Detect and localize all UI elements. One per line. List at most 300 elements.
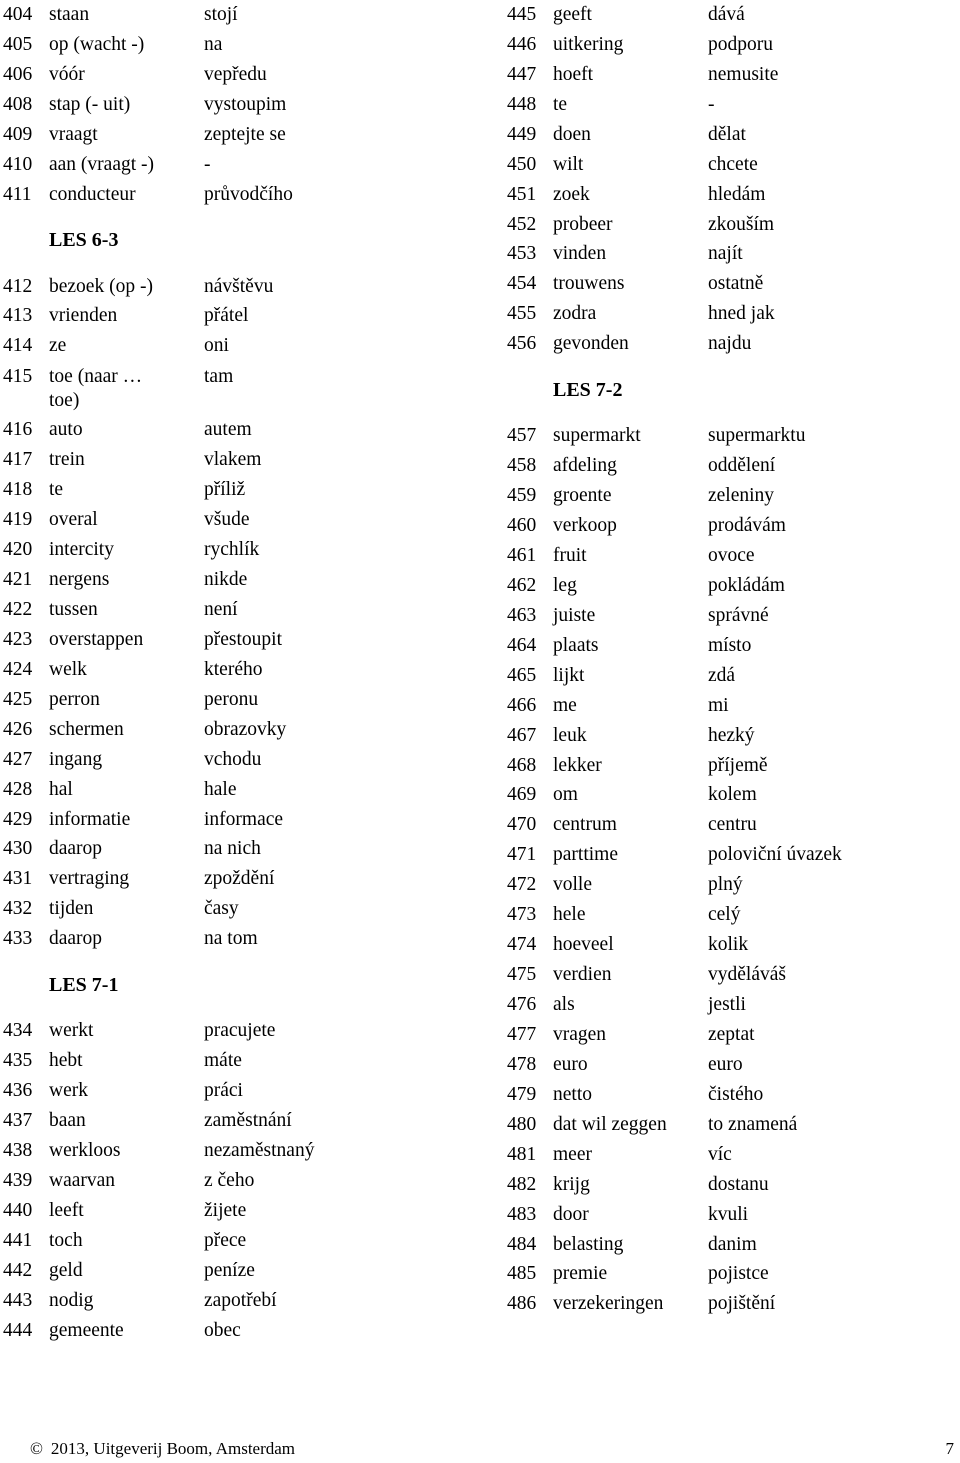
dutch-word: tussen xyxy=(49,598,98,620)
dutch-word: doen xyxy=(553,123,591,145)
entry-number: 425 xyxy=(3,688,33,710)
dutch-word: vragen xyxy=(553,1023,607,1045)
czech-translation: časy xyxy=(204,898,239,920)
dutch-word: lekker xyxy=(553,754,602,776)
vocab-row xyxy=(3,150,483,180)
entry-number: 426 xyxy=(3,718,33,740)
dutch-word: intercity xyxy=(49,539,114,561)
czech-translation: nemusite xyxy=(708,63,779,85)
right-column xyxy=(507,0,960,1319)
entry-number: 432 xyxy=(3,898,33,920)
dutch-word: fruit xyxy=(553,544,587,566)
vocab-row xyxy=(507,60,960,90)
dutch-word: ze xyxy=(49,335,67,357)
vocab-row xyxy=(507,511,960,541)
dutch-word: netto xyxy=(553,1083,592,1105)
vocab-row xyxy=(3,565,483,595)
czech-translation: přestoupit xyxy=(204,628,282,650)
czech-translation: hale xyxy=(204,778,237,800)
dutch-word: door xyxy=(553,1203,589,1225)
entry-number: 446 xyxy=(507,33,537,55)
vocab-row xyxy=(507,900,960,930)
dutch-word: supermarkt xyxy=(553,425,641,447)
czech-translation: vchodu xyxy=(204,748,262,770)
entry-number: 481 xyxy=(507,1143,537,1165)
czech-translation: centru xyxy=(708,814,757,836)
vocab-row xyxy=(3,1136,483,1166)
entry-number: 452 xyxy=(507,213,537,235)
dutch-word: waarvan xyxy=(49,1169,116,1191)
entry-number: 465 xyxy=(507,664,537,686)
czech-translation: průvodčího xyxy=(204,183,293,205)
dutch-word: uitkering xyxy=(553,33,624,55)
dutch-word: parttime xyxy=(553,844,618,866)
czech-translation: informace xyxy=(204,808,284,830)
dutch-word: op (wacht -) xyxy=(49,33,145,55)
czech-translation: víc xyxy=(708,1143,732,1165)
vocab-row xyxy=(3,415,483,445)
vocab-row xyxy=(3,1106,483,1136)
entry-number: 442 xyxy=(3,1259,33,1281)
vocab-row xyxy=(3,655,483,685)
czech-translation: dává xyxy=(708,3,745,25)
czech-translation: na xyxy=(204,33,223,55)
vocab-row xyxy=(507,210,960,240)
entry-number: 454 xyxy=(507,273,537,295)
vocab-row xyxy=(507,269,960,299)
dutch-word: aan (vraagt -) xyxy=(49,153,155,175)
vocab-row xyxy=(507,1260,960,1290)
czech-translation: obec xyxy=(204,1319,241,1341)
vocab-row xyxy=(507,1080,960,1110)
vocab-row xyxy=(507,631,960,661)
copyright-text: 2013, Uitgeverij Boom, Amsterdam xyxy=(50,1439,296,1458)
entry-number: 482 xyxy=(507,1173,537,1195)
vocab-row xyxy=(507,1289,960,1319)
entry-number: 470 xyxy=(507,814,537,836)
vocab-row xyxy=(507,571,960,601)
entry-number: 472 xyxy=(507,874,537,896)
czech-translation: prodávám xyxy=(708,515,786,537)
czech-translation: poloviční úvazek xyxy=(708,844,842,866)
dutch-word: te xyxy=(553,93,568,115)
entry-number: 445 xyxy=(507,3,537,25)
czech-translation: z čeho xyxy=(204,1169,255,1191)
vocab-row xyxy=(3,1046,483,1076)
entry-number: 438 xyxy=(3,1139,33,1161)
dutch-word: afdeling xyxy=(553,455,617,477)
vocab-row xyxy=(3,1316,483,1346)
vocab-row xyxy=(3,60,483,90)
entry-number: 463 xyxy=(507,604,537,626)
vocab-row xyxy=(3,1286,483,1316)
vocab-row xyxy=(507,721,960,751)
czech-translation: pojištění xyxy=(708,1293,776,1315)
entry-number: 411 xyxy=(3,183,32,205)
vocab-row xyxy=(507,601,960,631)
vocab-row xyxy=(507,1140,960,1170)
vocab-row xyxy=(3,745,483,775)
vocab-row xyxy=(3,302,483,332)
czech-translation: přece xyxy=(204,1229,247,1251)
czech-translation: příjemě xyxy=(708,754,768,776)
vocab-row xyxy=(507,421,960,451)
vocab-row xyxy=(3,1016,483,1046)
vocab-row xyxy=(507,180,960,210)
entry-number: 420 xyxy=(3,539,33,561)
entry-number: 431 xyxy=(3,868,33,890)
entry-number: 477 xyxy=(507,1023,537,1045)
czech-translation: zkouším xyxy=(708,213,775,235)
vocab-group xyxy=(3,1016,483,1345)
czech-translation: danim xyxy=(708,1233,757,1255)
entry-number: 478 xyxy=(507,1053,537,1075)
dutch-word: meer xyxy=(553,1143,592,1165)
dutch-word: toe (naar … toe) xyxy=(49,366,143,412)
vocab-row xyxy=(3,894,483,924)
vocab-row xyxy=(507,451,960,481)
dutch-word: informatie xyxy=(49,808,131,830)
dutch-word: premie xyxy=(553,1263,608,1285)
dutch-word: vrienden xyxy=(49,305,118,327)
dutch-word: hoeveel xyxy=(553,934,614,956)
vocab-row xyxy=(507,781,960,811)
dutch-word: centrum xyxy=(553,814,617,836)
entry-number: 451 xyxy=(507,183,537,205)
vocab-row xyxy=(3,924,483,954)
entry-number: 422 xyxy=(3,598,33,620)
czech-translation: na tom xyxy=(204,928,258,950)
czech-translation: obrazovky xyxy=(204,718,287,740)
dutch-word: vraagt xyxy=(49,123,98,145)
dutch-word: baan xyxy=(49,1110,86,1132)
vocab-row xyxy=(3,180,483,210)
dutch-word: hebt xyxy=(49,1050,83,1072)
entry-number: 413 xyxy=(3,305,33,327)
vocab-row xyxy=(3,475,483,505)
czech-translation: stojí xyxy=(204,3,238,25)
czech-translation: euro xyxy=(708,1053,743,1075)
dutch-word: trein xyxy=(49,449,85,471)
czech-translation: rychlík xyxy=(204,539,260,561)
czech-translation: mi xyxy=(708,694,729,716)
dutch-word: verkoop xyxy=(553,515,617,537)
entry-number: 437 xyxy=(3,1110,33,1132)
dutch-word: juiste xyxy=(553,604,596,626)
czech-translation: chcete xyxy=(708,153,758,175)
entry-number: 421 xyxy=(3,569,33,591)
dutch-word: werkloos xyxy=(49,1139,121,1161)
dutch-word: dat wil zeggen xyxy=(553,1113,667,1135)
dutch-word: hele xyxy=(553,904,586,926)
entry-number: 456 xyxy=(507,333,537,355)
dutch-word: als xyxy=(553,994,575,1016)
czech-translation: čistého xyxy=(708,1083,764,1105)
vocab-group xyxy=(507,0,960,359)
dutch-word: verdien xyxy=(553,964,612,986)
entry-number: 484 xyxy=(507,1233,537,1255)
entry-number: 406 xyxy=(3,63,33,85)
page-footer xyxy=(30,1439,954,1459)
entry-number: 469 xyxy=(507,784,537,806)
dutch-word: werk xyxy=(49,1080,88,1102)
entry-number: 476 xyxy=(507,994,537,1016)
czech-translation: hned jak xyxy=(708,303,775,325)
entry-number: 435 xyxy=(3,1050,33,1072)
czech-translation: pokládám xyxy=(708,574,785,596)
dutch-word: staan xyxy=(49,3,90,25)
dutch-word: krijg xyxy=(553,1173,590,1195)
vocab-row xyxy=(507,661,960,691)
czech-translation: zeptat xyxy=(708,1023,755,1045)
entry-number: 424 xyxy=(3,658,33,680)
czech-translation: hezký xyxy=(708,724,755,746)
left-column xyxy=(3,0,483,1346)
vocab-row xyxy=(3,445,483,475)
entry-number: 486 xyxy=(507,1293,537,1315)
vocab-group xyxy=(3,272,483,362)
vocab-row xyxy=(507,90,960,120)
entry-number: 468 xyxy=(507,754,537,776)
czech-translation: kterého xyxy=(204,658,263,680)
dutch-word: perron xyxy=(49,688,100,710)
dutch-word: te xyxy=(49,479,64,501)
dutch-word: nodig xyxy=(49,1289,94,1311)
dutch-word: probeer xyxy=(553,213,613,235)
entry-number: 479 xyxy=(507,1083,537,1105)
vocab-group xyxy=(3,0,483,210)
czech-translation: najdu xyxy=(708,333,752,355)
czech-translation: není xyxy=(204,598,238,620)
entry-number: 434 xyxy=(3,1020,33,1042)
vocab-row xyxy=(507,751,960,781)
entry-number: 458 xyxy=(507,455,537,477)
vocab-row xyxy=(507,150,960,180)
czech-translation: zpoždění xyxy=(204,868,275,890)
czech-translation: zaměstnání xyxy=(204,1110,292,1132)
czech-translation: příliž xyxy=(204,479,246,501)
entry-number: 471 xyxy=(507,844,537,866)
entry-number: 436 xyxy=(3,1080,33,1102)
entry-number: 417 xyxy=(3,449,33,471)
entry-number: 440 xyxy=(3,1199,33,1221)
czech-translation: zapotřebí xyxy=(204,1289,277,1311)
entry-number: 423 xyxy=(3,628,33,650)
vocab-row xyxy=(3,1196,483,1226)
vocab-row xyxy=(3,1166,483,1196)
copyright-icon: © xyxy=(30,1439,43,1458)
entry-number: 485 xyxy=(507,1263,537,1285)
entry-number: 412 xyxy=(3,275,33,297)
czech-translation: na nich xyxy=(204,838,261,860)
vocab-group xyxy=(507,421,960,1319)
vocab-row xyxy=(3,90,483,120)
czech-translation: supermarktu xyxy=(708,425,806,447)
entry-number: 474 xyxy=(507,934,537,956)
dutch-word: overal xyxy=(49,509,98,531)
dutch-word: vertraging xyxy=(49,868,130,890)
dutch-word: auto xyxy=(49,419,83,441)
vocab-row xyxy=(507,240,960,270)
dutch-word: om xyxy=(553,784,578,806)
czech-translation: oni xyxy=(204,335,229,357)
dutch-word: overstappen xyxy=(49,628,144,650)
entry-number: 427 xyxy=(3,748,33,770)
czech-translation: vyděláváš xyxy=(708,964,786,986)
czech-translation: vystoupim xyxy=(204,93,287,115)
dutch-word: schermen xyxy=(49,718,124,740)
vocab-row xyxy=(3,1076,483,1106)
czech-translation: pojistce xyxy=(708,1263,769,1285)
czech-translation: to znamená xyxy=(708,1113,798,1135)
vocab-row xyxy=(507,329,960,359)
dutch-word: conducteur xyxy=(49,183,136,205)
entry-number: 449 xyxy=(507,123,537,145)
entry-number: 419 xyxy=(3,509,33,531)
lesson-heading: LES 7-1 xyxy=(49,973,119,996)
lesson-heading: LES 7-2 xyxy=(553,378,623,401)
vocab-row xyxy=(507,541,960,571)
entry-number: 418 xyxy=(3,479,33,501)
czech-translation: ovoce xyxy=(708,544,755,566)
dutch-word: verzekeringen xyxy=(553,1293,664,1315)
czech-translation: podporu xyxy=(708,33,773,55)
dutch-word: gevonden xyxy=(553,333,629,355)
entry-number: 416 xyxy=(3,419,33,441)
dutch-word: daarop xyxy=(49,928,103,950)
entry-number: 450 xyxy=(507,153,537,175)
entry-number: 444 xyxy=(3,1319,33,1341)
vocab-row xyxy=(3,0,483,30)
vocab-row xyxy=(507,481,960,511)
entry-number: 462 xyxy=(507,574,537,596)
czech-translation: ostatně xyxy=(708,273,764,295)
entry-number: 429 xyxy=(3,808,33,830)
vocab-row xyxy=(3,835,483,865)
entry-number: 461 xyxy=(507,544,537,566)
entry-number: 439 xyxy=(3,1169,33,1191)
czech-translation: plný xyxy=(708,874,743,896)
vocab-row xyxy=(507,1110,960,1140)
dutch-word: leeft xyxy=(49,1199,84,1221)
dutch-word: vóór xyxy=(49,63,85,85)
dutch-word: tijden xyxy=(49,898,94,920)
vocab-row xyxy=(3,505,483,535)
vocab-row xyxy=(507,120,960,150)
czech-translation: peníze xyxy=(204,1259,255,1281)
vocab-row xyxy=(507,0,960,30)
czech-translation: kvuli xyxy=(708,1203,749,1225)
vocab-row xyxy=(3,715,483,745)
page-number: 7 xyxy=(945,1439,954,1458)
czech-translation: hledám xyxy=(708,183,766,205)
entry-number: 405 xyxy=(3,33,33,55)
dutch-word: me xyxy=(553,694,577,716)
dutch-word: nergens xyxy=(49,569,110,591)
czech-translation: kolik xyxy=(708,934,749,956)
czech-translation: dělat xyxy=(708,123,746,145)
czech-translation: práci xyxy=(204,1080,243,1102)
czech-translation: oddělení xyxy=(708,455,776,477)
vocab-row xyxy=(507,1020,960,1050)
dutch-word: zoek xyxy=(553,183,590,205)
vocab-row xyxy=(507,1050,960,1080)
vocab-row xyxy=(3,864,483,894)
entry-number: 404 xyxy=(3,3,33,25)
vocab-row xyxy=(507,1200,960,1230)
dutch-word: lijkt xyxy=(553,664,585,686)
czech-translation: žijete xyxy=(204,1199,247,1221)
czech-translation: máte xyxy=(204,1050,242,1072)
vocab-row xyxy=(3,1256,483,1286)
entry-number: 408 xyxy=(3,93,33,115)
dutch-word: vinden xyxy=(553,243,607,265)
dutch-word: geeft xyxy=(553,3,592,25)
dutch-word: gemeente xyxy=(49,1319,124,1341)
czech-translation: celý xyxy=(708,904,741,926)
dutch-word: hal xyxy=(49,778,73,800)
entry-number: 480 xyxy=(507,1113,537,1135)
entry-number: 483 xyxy=(507,1203,537,1225)
czech-translation: jestli xyxy=(708,994,746,1016)
entry-number: 443 xyxy=(3,1289,33,1311)
vocab-row xyxy=(507,870,960,900)
dutch-word: welk xyxy=(49,658,87,680)
entry-number: 447 xyxy=(507,63,537,85)
dutch-word: werkt xyxy=(49,1020,94,1042)
czech-translation: pracujete xyxy=(204,1020,276,1042)
czech-translation: zdá xyxy=(708,664,736,686)
vocab-row xyxy=(507,990,960,1020)
dutch-word: stap (- uit) xyxy=(49,93,131,115)
dutch-word: groente xyxy=(553,485,612,507)
entry-number: 464 xyxy=(507,634,537,656)
vocab-row xyxy=(507,960,960,990)
czech-translation: - xyxy=(204,153,211,175)
vocab-row xyxy=(3,30,483,60)
entry-number: 467 xyxy=(507,724,537,746)
czech-translation: zeleniny xyxy=(708,485,775,507)
dutch-word: geld xyxy=(49,1259,83,1281)
dutch-word: leuk xyxy=(553,724,587,746)
dutch-word: leg xyxy=(553,574,577,596)
vocab-row xyxy=(507,840,960,870)
czech-translation: nikde xyxy=(204,569,248,591)
czech-translation: přátel xyxy=(204,305,249,327)
dutch-word: toch xyxy=(49,1229,83,1251)
vocab-row xyxy=(507,1230,960,1260)
czech-translation: správné xyxy=(708,604,769,626)
entry-number: 414 xyxy=(3,335,33,357)
czech-translation: všude xyxy=(204,509,250,531)
vocab-row xyxy=(3,331,483,361)
vocab-row xyxy=(3,805,483,835)
entry-number: 433 xyxy=(3,928,33,950)
dutch-word: bezoek (op -) xyxy=(49,275,153,297)
vocab-row xyxy=(507,930,960,960)
czech-translation: návštěvu xyxy=(204,275,274,297)
dutch-word: hoeft xyxy=(553,63,594,85)
dutch-word: zodra xyxy=(553,303,597,325)
entry-number: 441 xyxy=(3,1229,33,1251)
entry-number: 430 xyxy=(3,838,33,860)
entry-number: 473 xyxy=(507,904,537,926)
dutch-word: belasting xyxy=(553,1233,624,1255)
vocab-row xyxy=(3,595,483,625)
czech-translation: místo xyxy=(708,634,752,656)
copyright xyxy=(30,1439,295,1459)
entry-number: 415 xyxy=(3,366,33,388)
